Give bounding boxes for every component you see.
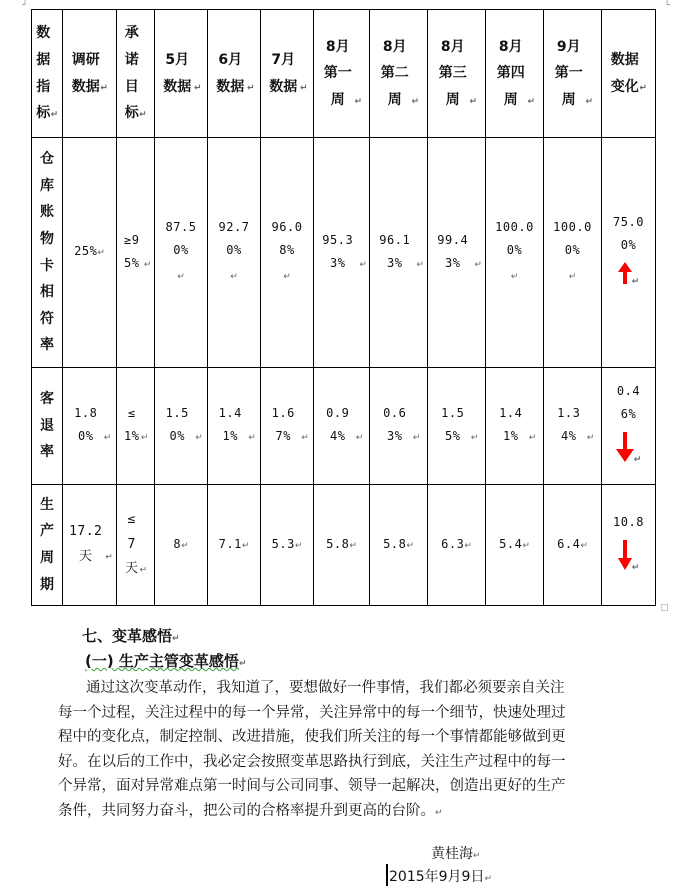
section-heading: 七、变革感悟↵ — [82, 627, 180, 645]
header-cell: 数据指标↵ — [32, 10, 63, 138]
body-paragraph: 通过这次变革动作，我知道了，要想做好一件事情，我们都必须要亲自关注 每一个过程，关注过程中的每一个异常，关注异常中的每一个细节，快速处理过 程中的变化点，制定控制、改进措施，使我们所关注的每一个事情都能够做到更 好。在以后的工作中，我必定会按照变革思路执行到底，关注生产过程中的每一 个异常，面对异常难点第一时间与公司同事、领导一起解决，创造出更好的生产 条件，共同努力奋斗，把公司的合格率提升到更高的台阶。↵ — [58, 680, 566, 819]
table-cell: 100.00%↵ — [486, 138, 544, 368]
data-table — [31, 9, 656, 606]
table-cell: 7.1↵ — [208, 485, 261, 606]
table-cell: 6.3↵ — [428, 485, 486, 606]
table-cell: 1.55% ↵ — [428, 368, 486, 485]
table-cell: 1.41% ↵ — [486, 368, 544, 485]
table-cell: ≤7天↵ — [117, 485, 155, 606]
change-cell: 0.46% ↵ — [602, 368, 656, 485]
table-row — [32, 368, 656, 485]
header-cell: 承诺目标↵ — [117, 10, 155, 138]
signature-date: 2015年9月9日↵ — [389, 869, 492, 885]
table-cell: 99.43% ↵ — [428, 138, 486, 368]
row-label: 客退率 — [32, 368, 63, 485]
header-cell: 7月数据 ↵ — [261, 10, 314, 138]
crop-mark-top-right: └ — [664, 0, 671, 11]
table-cell: ≥95% ↵ — [117, 138, 155, 368]
header-cell: 9月第一周 ↵ — [544, 10, 602, 138]
arrow-down-icon: ↵ — [604, 432, 653, 472]
header-cell: 8月第三周 ↵ — [428, 10, 486, 138]
row-label: 仓库账物卡相符率 — [32, 138, 63, 368]
table-cell: 5.8↵ — [370, 485, 428, 606]
table-cell: 95.33% ↵ — [314, 138, 370, 368]
table-row — [32, 138, 656, 368]
table-cell: 96.08%↵ — [261, 138, 314, 368]
header-cell: 6月数据 ↵ — [208, 10, 261, 138]
table-cell: 5.3↵ — [261, 485, 314, 606]
table-cell: 6.4↵ — [544, 485, 602, 606]
arrow-up-icon: ↵ — [604, 262, 653, 294]
table-header-row — [32, 10, 656, 138]
table-cell: 5.8↵ — [314, 485, 370, 606]
header-cell: 8月第一周 ↵ — [314, 10, 370, 138]
table-cell: 1.50% ↵ — [155, 368, 208, 485]
section-subheading: (一) 生产主管变革感悟↵ — [85, 652, 247, 670]
table-row — [32, 485, 656, 606]
table-cell: 87.50%↵ — [155, 138, 208, 368]
table-cell: 1.34% ↵ — [544, 368, 602, 485]
table-cell: 25%↵ — [63, 138, 117, 368]
header-cell: 5月数据 ↵ — [155, 10, 208, 138]
table-cell: 0.63% ↵ — [370, 368, 428, 485]
header-cell: 调研数据↵ — [63, 10, 117, 138]
table-cell: 1.67% ↵ — [261, 368, 314, 485]
arrow-down-icon: ↵ — [604, 540, 653, 580]
table-cell: 5.4↵ — [486, 485, 544, 606]
table-resize-handle[interactable]: □ — [660, 603, 669, 613]
table-cell: 17.2天 ↵ — [63, 485, 117, 606]
header-cell: 8月第四周 ↵ — [486, 10, 544, 138]
crop-mark-top-left: ┘ — [22, 0, 29, 11]
table-cell: 0.94% ↵ — [314, 368, 370, 485]
table-cell: ≤1%↵ — [117, 368, 155, 485]
change-cell: 75.00% ↵ — [602, 138, 656, 368]
header-cell: 8月第二周 ↵ — [370, 10, 428, 138]
header-cell: 数据变化↵ — [602, 10, 656, 138]
row-label: 生产周期 — [32, 485, 63, 606]
table-cell: 1.80% ↵ — [63, 368, 117, 485]
table-cell: 1.41% ↵ — [208, 368, 261, 485]
table-cell: 92.70%↵ — [208, 138, 261, 368]
text-cursor — [386, 864, 388, 886]
table-cell: 96.13% ↵ — [370, 138, 428, 368]
table-cell: 100.00%↵ — [544, 138, 602, 368]
change-cell: 10.8 ↵ — [602, 485, 656, 606]
signature-name: 黄桂海↵ — [431, 846, 481, 862]
table-cell: 8↵ — [155, 485, 208, 606]
